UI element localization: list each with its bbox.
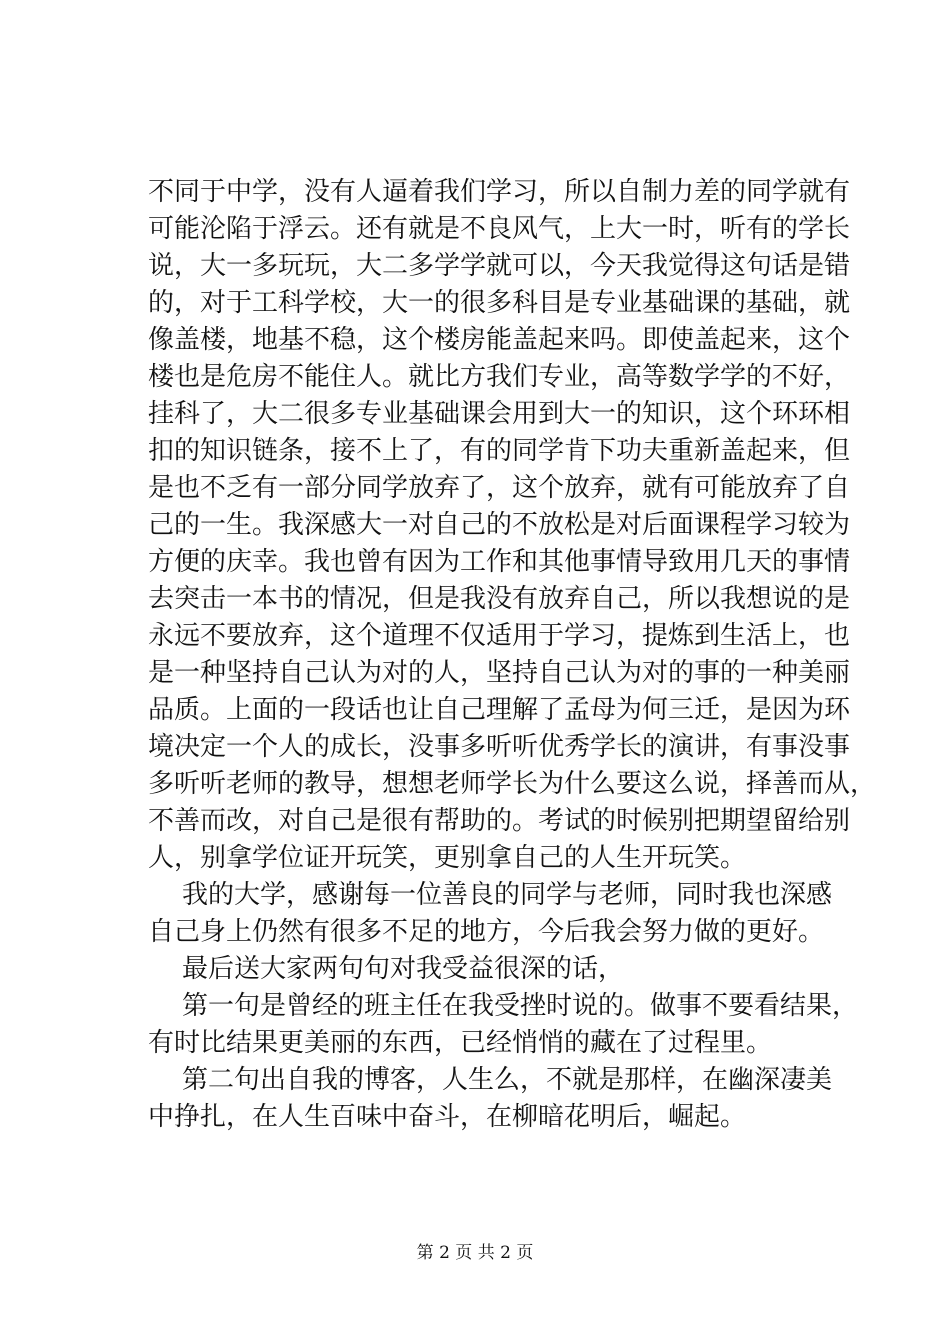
text-line: 自己身上仍然有很多不足的地方，今后我会努力做的更好。	[148, 917, 825, 947]
text-line: 是也不乏有一部分同学放弃了，这个放弃，就有可能放弃了自	[148, 473, 851, 503]
text-line: 的，对于工科学校，大一的很多科目是专业基础课的基础，就	[148, 288, 851, 318]
text-line: 多听听老师的教导，想想老师学长为什么要这么说，择善而从，	[148, 769, 877, 799]
text-line: 境决定一个人的成长，没事多听听优秀学长的演讲，有事没事	[148, 732, 851, 762]
document-body	[148, 174, 877, 1136]
text-line: 不同于中学，没有人逼着我们学习，所以自制力差的同学就有	[148, 177, 851, 207]
text-line: 品质。上面的一段话也让自己理解了孟母为何三迁，是因为环	[148, 695, 851, 725]
paragraph-first-line: 最后送大家两句句对我受益很深的话，	[182, 954, 625, 984]
paragraph-first-line: 第二句出自我的博客，人生么，不就是那样，在幽深凄美	[182, 1065, 833, 1095]
text-line: 像盖楼，地基不稳，这个楼房能盖起来吗。即使盖起来，这个	[148, 325, 851, 355]
text-line: 有时比结果更美丽的东西，已经悄悄的藏在了过程里。	[148, 1028, 773, 1058]
text-line: 中挣扎，在人生百味中奋斗，在柳暗花明后，崛起。	[148, 1102, 747, 1132]
text-line: 可能沦陷于浮云。还有就是不良风气，上大一时，听有的学长	[148, 214, 851, 244]
text-line: 扣的知识链条，接不上了，有的同学肯下功夫重新盖起来，但	[148, 436, 851, 466]
text-line: 人，别拿学位证开玩笑，更别拿自己的人生开玩笑。	[148, 843, 747, 873]
page-number-footer: 第 2 页 共 2 页	[416, 1243, 534, 1263]
text-line: 永远不要放弃，这个道理不仅适用于学习，提炼到生活上，也	[148, 621, 851, 651]
paragraph-first-line: 第一句是曾经的班主任在我受挫时说的。做事不要看结果，	[182, 991, 859, 1021]
text-line: 挂科了，大二很多专业基础课会用到大一的知识，这个环环相	[148, 399, 851, 429]
text-line: 方便的庆幸。我也曾有因为工作和其他事情导致用几天的事情	[148, 547, 851, 577]
paragraph-first-line: 我的大学，感谢每一位善良的同学与老师，同时我也深感	[182, 880, 833, 910]
text-line: 己的一生。我深感大一对自己的不放松是对后面课程学习较为	[148, 510, 851, 540]
text-line: 去突击一本书的情况，但是我没有放弃自己，所以我想说的是	[148, 584, 851, 614]
text-line: 说，大一多玩玩，大二多学学就可以，今天我觉得这句话是错	[148, 251, 851, 281]
text-line: 楼也是危房不能住人。就比方我们专业，高等数学学的不好，	[148, 362, 851, 392]
text-line: 不善而改，对自己是很有帮助的。考试的时候别把期望留给别	[148, 806, 851, 836]
text-line: 是一种坚持自己认为对的人，坚持自己认为对的事的一种美丽	[148, 658, 851, 688]
